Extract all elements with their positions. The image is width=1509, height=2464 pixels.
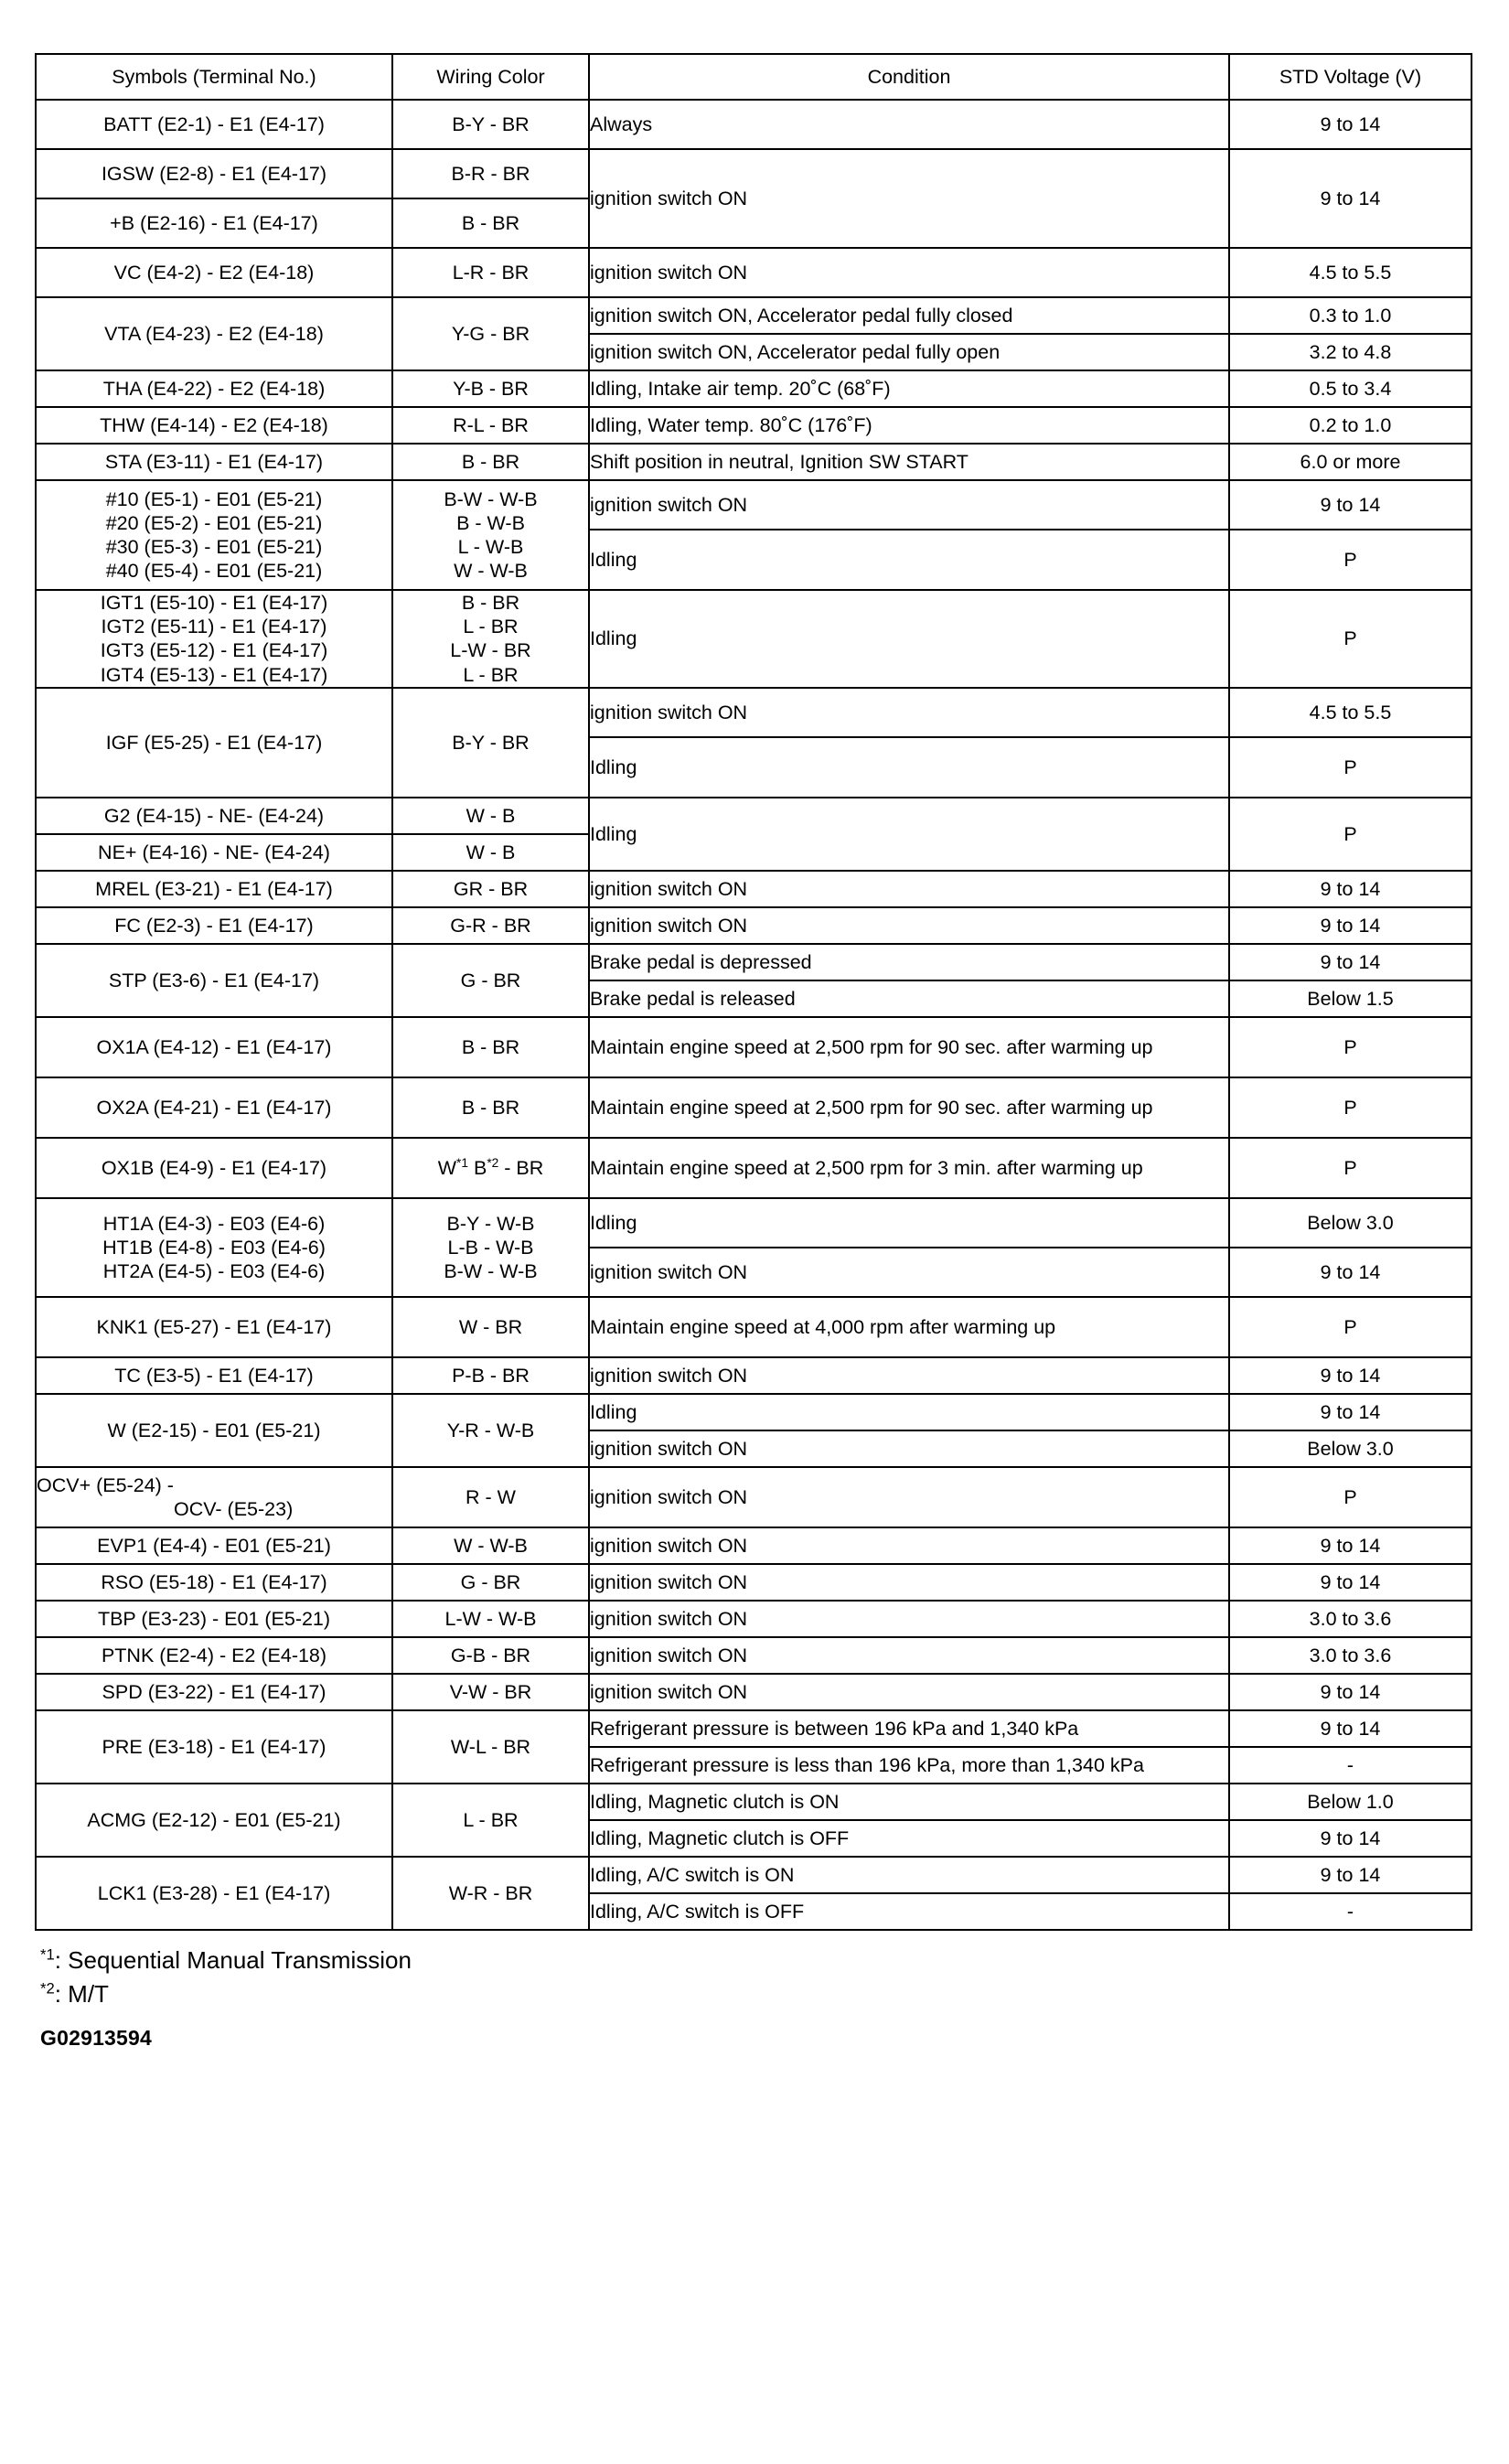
table-row xyxy=(36,444,1472,480)
wiring-superscript: *2 xyxy=(487,1155,499,1170)
cell-symbols: +B (E2-16) - E1 (E4-17) xyxy=(36,198,392,248)
cell-symbols: ACMG (E2-12) - E01 (E5-21) xyxy=(36,1784,392,1857)
cell-voltage: 9 to 14 xyxy=(1229,100,1472,149)
cell-symbols: #10 (E5-1) - E01 (E5-21) #20 (E5-2) - E01 (E5-21) #30 (E5-3) - E01 (E5-21) #40 (E5-4) - E01 (E5-21) xyxy=(36,480,392,590)
cell-symbols: HT1A (E4-3) - E03 (E4-6) HT1B (E4-8) - E03 (E4-6) HT2A (E4-5) - E03 (E4-6) xyxy=(36,1198,392,1297)
cell-symbols: PTNK (E2-4) - E2 (E4-18) xyxy=(36,1637,392,1674)
table-row xyxy=(36,871,1472,907)
table-row xyxy=(36,1077,1472,1138)
cell-voltage: 6.0 or more xyxy=(1229,444,1472,480)
cell-condition: ignition switch ON xyxy=(589,248,1229,297)
table-header xyxy=(36,54,1472,100)
cell-condition: Maintain engine speed at 2,500 rpm for 90 sec. after warming up xyxy=(589,1017,1229,1077)
footnote-2 xyxy=(40,1977,1474,2011)
cell-wiring: W - B xyxy=(392,834,589,871)
table-row xyxy=(36,1564,1472,1601)
cell-condition: ignition switch ON xyxy=(589,1357,1229,1394)
table-row xyxy=(36,1527,1472,1564)
cell-voltage: 9 to 14 xyxy=(1229,1248,1472,1297)
cell-condition: Idling xyxy=(589,1198,1229,1248)
cell-condition: Idling, A/C switch is ON xyxy=(589,1857,1229,1893)
table-row xyxy=(36,1637,1472,1674)
table-row xyxy=(36,1710,1472,1747)
table-row xyxy=(36,297,1472,334)
cell-condition: Idling, Intake air temp. 20˚C (68˚F) xyxy=(589,370,1229,407)
figure-code: G02913594 xyxy=(40,2025,153,2050)
cell-wiring: W - W-B xyxy=(392,1527,589,1564)
cell-voltage: Below 1.0 xyxy=(1229,1784,1472,1820)
cell-symbols: VC (E4-2) - E2 (E4-18) xyxy=(36,248,392,297)
cell-voltage: 9 to 14 xyxy=(1229,1394,1472,1430)
cell-voltage: P xyxy=(1229,1297,1472,1357)
cell-condition: Brake pedal is released xyxy=(589,980,1229,1017)
cell-wiring: Y-G - BR xyxy=(392,297,589,370)
table-row xyxy=(36,1017,1472,1077)
cell-condition: ignition switch ON xyxy=(589,149,1229,248)
footnote-1 xyxy=(40,1944,1474,1977)
cell-voltage: 9 to 14 xyxy=(1229,1820,1472,1857)
cell-symbols: FC (E2-3) - E1 (E4-17) xyxy=(36,907,392,944)
cell-wiring: W-L - BR xyxy=(392,1710,589,1784)
table-row xyxy=(36,370,1472,407)
cell-voltage: 9 to 14 xyxy=(1229,907,1472,944)
cell-wiring: P-B - BR xyxy=(392,1357,589,1394)
cell-voltage: P xyxy=(1229,1017,1472,1077)
cell-wiring: B-Y - W-B L-B - W-B B-W - W-B xyxy=(392,1198,589,1297)
cell-symbols: RSO (E5-18) - E1 (E4-17) xyxy=(36,1564,392,1601)
footnote-1-text: : Sequential Manual Transmission xyxy=(54,1945,412,1974)
cell-voltage: 9 to 14 xyxy=(1229,1527,1472,1564)
col-header-condition: Condition xyxy=(589,54,1229,100)
cell-voltage: 0.3 to 1.0 xyxy=(1229,297,1472,334)
cell-condition: ignition switch ON xyxy=(589,688,1229,737)
cell-wiring: Y-B - BR xyxy=(392,370,589,407)
cell-wiring: GR - BR xyxy=(392,871,589,907)
table-row xyxy=(36,944,1472,980)
cell-condition: ignition switch ON xyxy=(589,907,1229,944)
cell-condition: Idling xyxy=(589,798,1229,871)
cell-condition: Brake pedal is depressed xyxy=(589,944,1229,980)
table-row xyxy=(36,1857,1472,1893)
cell-symbols: G2 (E4-15) - NE- (E4-24) xyxy=(36,798,392,834)
cell-voltage: P xyxy=(1229,590,1472,688)
cell-voltage: - xyxy=(1229,1747,1472,1784)
table-body xyxy=(36,100,1472,1930)
cell-voltage: 9 to 14 xyxy=(1229,1564,1472,1601)
cell-voltage: P xyxy=(1229,1467,1472,1527)
table-row xyxy=(36,480,1472,530)
cell-condition: Always xyxy=(589,100,1229,149)
cell-condition: Idling, Magnetic clutch is ON xyxy=(589,1784,1229,1820)
cell-symbols: LCK1 (E3-28) - E1 (E4-17) xyxy=(36,1857,392,1930)
cell-voltage: P xyxy=(1229,737,1472,798)
footnote-2-marker: *2 xyxy=(40,1979,55,1998)
cell-condition: Idling, Magnetic clutch is OFF xyxy=(589,1820,1229,1857)
ecu-terminal-voltage-table xyxy=(35,53,1472,1931)
cell-condition: ignition switch ON xyxy=(589,1527,1229,1564)
cell-condition: Maintain engine speed at 4,000 rpm after warming up xyxy=(589,1297,1229,1357)
cell-voltage: 4.5 to 5.5 xyxy=(1229,688,1472,737)
cell-wiring: G-R - BR xyxy=(392,907,589,944)
cell-symbols: EVP1 (E4-4) - E01 (E5-21) xyxy=(36,1527,392,1564)
cell-symbols: VTA (E4-23) - E2 (E4-18) xyxy=(36,297,392,370)
cell-wiring: L-W - W-B xyxy=(392,1601,589,1637)
col-header-std-voltage: STD Voltage (V) xyxy=(1229,54,1472,100)
cell-wiring: B - BR xyxy=(392,1077,589,1138)
cell-voltage: Below 1.5 xyxy=(1229,980,1472,1017)
table-row xyxy=(36,1601,1472,1637)
cell-symbols: STA (E3-11) - E1 (E4-17) xyxy=(36,444,392,480)
table-row xyxy=(36,248,1472,297)
cell-condition: ignition switch ON xyxy=(589,1674,1229,1710)
cell-wiring: B-W - W-B B - W-B L - W-B W - W-B xyxy=(392,480,589,590)
cell-symbols: IGSW (E2-8) - E1 (E4-17) xyxy=(36,149,392,198)
cell-condition: ignition switch ON xyxy=(589,1564,1229,1601)
cell-symbols: OX1A (E4-12) - E1 (E4-17) xyxy=(36,1017,392,1077)
cell-condition: Maintain engine speed at 2,500 rpm for 3 min. after warming up xyxy=(589,1138,1229,1198)
cell-condition: ignition switch ON xyxy=(589,871,1229,907)
cell-symbols: W (E2-15) - E01 (E5-21) xyxy=(36,1394,392,1467)
cell-wiring: W-R - BR xyxy=(392,1857,589,1930)
cell-wiring: B-Y - BR xyxy=(392,100,589,149)
table-row xyxy=(36,1394,1472,1430)
table-row xyxy=(36,907,1472,944)
cell-symbols: PRE (E3-18) - E1 (E4-17) xyxy=(36,1710,392,1784)
cell-voltage: 9 to 14 xyxy=(1229,480,1472,530)
cell-condition: Idling, Water temp. 80˚C (176˚F) xyxy=(589,407,1229,444)
cell-voltage: P xyxy=(1229,1138,1472,1198)
cell-wiring: L-R - BR xyxy=(392,248,589,297)
cell-voltage: 9 to 14 xyxy=(1229,1857,1472,1893)
col-header-wiring-color: Wiring Color xyxy=(392,54,589,100)
table-row xyxy=(36,688,1472,737)
cell-condition: Idling xyxy=(589,1394,1229,1430)
cell-condition: ignition switch ON xyxy=(589,1467,1229,1527)
cell-wiring: B - BR xyxy=(392,444,589,480)
cell-condition: Idling, A/C switch is OFF xyxy=(589,1893,1229,1930)
table-row xyxy=(36,1198,1472,1248)
table-row xyxy=(36,1357,1472,1394)
cell-voltage: 9 to 14 xyxy=(1229,944,1472,980)
cell-wiring: W - B xyxy=(392,798,589,834)
cell-condition: Refrigerant pressure is between 196 kPa and 1,340 kPa xyxy=(589,1710,1229,1747)
cell-wiring: B - BR L - BR L-W - BR L - BR xyxy=(392,590,589,688)
cell-condition: ignition switch ON xyxy=(589,1248,1229,1297)
cell-wiring: L - BR xyxy=(392,1784,589,1857)
cell-wiring: R - W xyxy=(392,1467,589,1527)
cell-voltage: Below 3.0 xyxy=(1229,1198,1472,1248)
table-row xyxy=(36,149,1472,198)
cell-wiring: B - BR xyxy=(392,1017,589,1077)
cell-wiring: B-Y - BR xyxy=(392,688,589,798)
cell-condition: ignition switch ON, Accelerator pedal fully open xyxy=(589,334,1229,370)
cell-voltage: 3.0 to 3.6 xyxy=(1229,1601,1472,1637)
cell-symbols: NE+ (E4-16) - NE- (E4-24) xyxy=(36,834,392,871)
cell-condition: Maintain engine speed at 2,500 rpm for 90 sec. after warming up xyxy=(589,1077,1229,1138)
cell-condition: Shift position in neutral, Ignition SW START xyxy=(589,444,1229,480)
cell-condition: Idling xyxy=(589,590,1229,688)
cell-voltage: P xyxy=(1229,1077,1472,1138)
table-row xyxy=(36,1297,1472,1357)
cell-wiring: W - BR xyxy=(392,1297,589,1357)
cell-symbols: SPD (E3-22) - E1 (E4-17) xyxy=(36,1674,392,1710)
cell-symbols: THW (E4-14) - E2 (E4-18) xyxy=(36,407,392,444)
table-row xyxy=(36,407,1472,444)
cell-voltage: 4.5 to 5.5 xyxy=(1229,248,1472,297)
cell-wiring: G-B - BR xyxy=(392,1637,589,1674)
cell-symbols: MREL (E3-21) - E1 (E4-17) xyxy=(36,871,392,907)
cell-condition: ignition switch ON, Accelerator pedal fully closed xyxy=(589,297,1229,334)
cell-symbols: TBP (E3-23) - E01 (E5-21) xyxy=(36,1601,392,1637)
header-row xyxy=(36,54,1472,100)
cell-voltage: 9 to 14 xyxy=(1229,1674,1472,1710)
table-row xyxy=(36,100,1472,149)
cell-voltage: Below 3.0 xyxy=(1229,1430,1472,1467)
cell-symbols: OX1B (E4-9) - E1 (E4-17) xyxy=(36,1138,392,1198)
cell-voltage: 9 to 14 xyxy=(1229,871,1472,907)
cell-voltage: 9 to 14 xyxy=(1229,1710,1472,1747)
cell-symbols: THA (E4-22) - E2 (E4-18) xyxy=(36,370,392,407)
cell-condition: ignition switch ON xyxy=(589,1430,1229,1467)
cell-wiring: G - BR xyxy=(392,944,589,1017)
cell-condition: ignition switch ON xyxy=(589,480,1229,530)
table-row xyxy=(36,1138,1472,1198)
cell-symbols: IGF (E5-25) - E1 (E4-17) xyxy=(36,688,392,798)
footnotes-block xyxy=(35,1944,1474,2011)
cell-symbols: STP (E3-6) - E1 (E4-17) xyxy=(36,944,392,1017)
cell-wiring: G - BR xyxy=(392,1564,589,1601)
cell-condition: Idling xyxy=(589,530,1229,590)
cell-voltage: P xyxy=(1229,798,1472,871)
cell-wiring: Y-R - W-B xyxy=(392,1394,589,1467)
cell-voltage: 3.0 to 3.6 xyxy=(1229,1637,1472,1674)
table-row xyxy=(36,1674,1472,1710)
cell-symbols: OX2A (E4-21) - E1 (E4-17) xyxy=(36,1077,392,1138)
cell-symbols: KNK1 (E5-27) - E1 (E4-17) xyxy=(36,1297,392,1357)
cell-wiring-superscript: $W^{*1}$ $B^{*2}$ - BR xyxy=(392,1138,589,1198)
table-row xyxy=(36,1467,1472,1527)
cell-wiring: R-L - BR xyxy=(392,407,589,444)
cell-condition: Idling xyxy=(589,737,1229,798)
table-row xyxy=(36,590,1472,688)
cell-voltage: - xyxy=(1229,1893,1472,1930)
cell-symbols-ocv: OCV+ (E5-24) - OCV- (E5-23) xyxy=(36,1467,392,1527)
col-header-symbols: Symbols (Terminal No.) xyxy=(36,54,392,100)
cell-voltage: 9 to 14 xyxy=(1229,149,1472,248)
cell-wiring: V-W - BR xyxy=(392,1674,589,1710)
cell-wiring: B - BR xyxy=(392,198,589,248)
wiring-superscript: *1 xyxy=(455,1155,468,1170)
cell-condition: ignition switch ON xyxy=(589,1601,1229,1637)
footnote-2-text: : M/T xyxy=(54,1979,109,2008)
cell-symbols: BATT (E2-1) - E1 (E4-17) xyxy=(36,100,392,149)
cell-condition: Refrigerant pressure is less than 196 kPa, more than 1,340 kPa xyxy=(589,1747,1229,1784)
cell-voltage: 0.2 to 1.0 xyxy=(1229,407,1472,444)
table-row xyxy=(36,1784,1472,1820)
cell-voltage: P xyxy=(1229,530,1472,590)
cell-wiring: B-R - BR xyxy=(392,149,589,198)
table-row xyxy=(36,798,1472,834)
cell-symbols: TC (E3-5) - E1 (E4-17) xyxy=(36,1357,392,1394)
cell-voltage: 0.5 to 3.4 xyxy=(1229,370,1472,407)
cell-condition: ignition switch ON xyxy=(589,1637,1229,1674)
cell-symbols: IGT1 (E5-10) - E1 (E4-17) IGT2 (E5-11) - E1 (E4-17) IGT3 (E5-12) - E1 (E4-17) IGT4 (E5-13) - E1 (E4-17) xyxy=(36,590,392,688)
cell-voltage: 9 to 14 xyxy=(1229,1357,1472,1394)
cell-voltage: 3.2 to 4.8 xyxy=(1229,334,1472,370)
footnote-1-marker: *1 xyxy=(40,1945,55,1964)
